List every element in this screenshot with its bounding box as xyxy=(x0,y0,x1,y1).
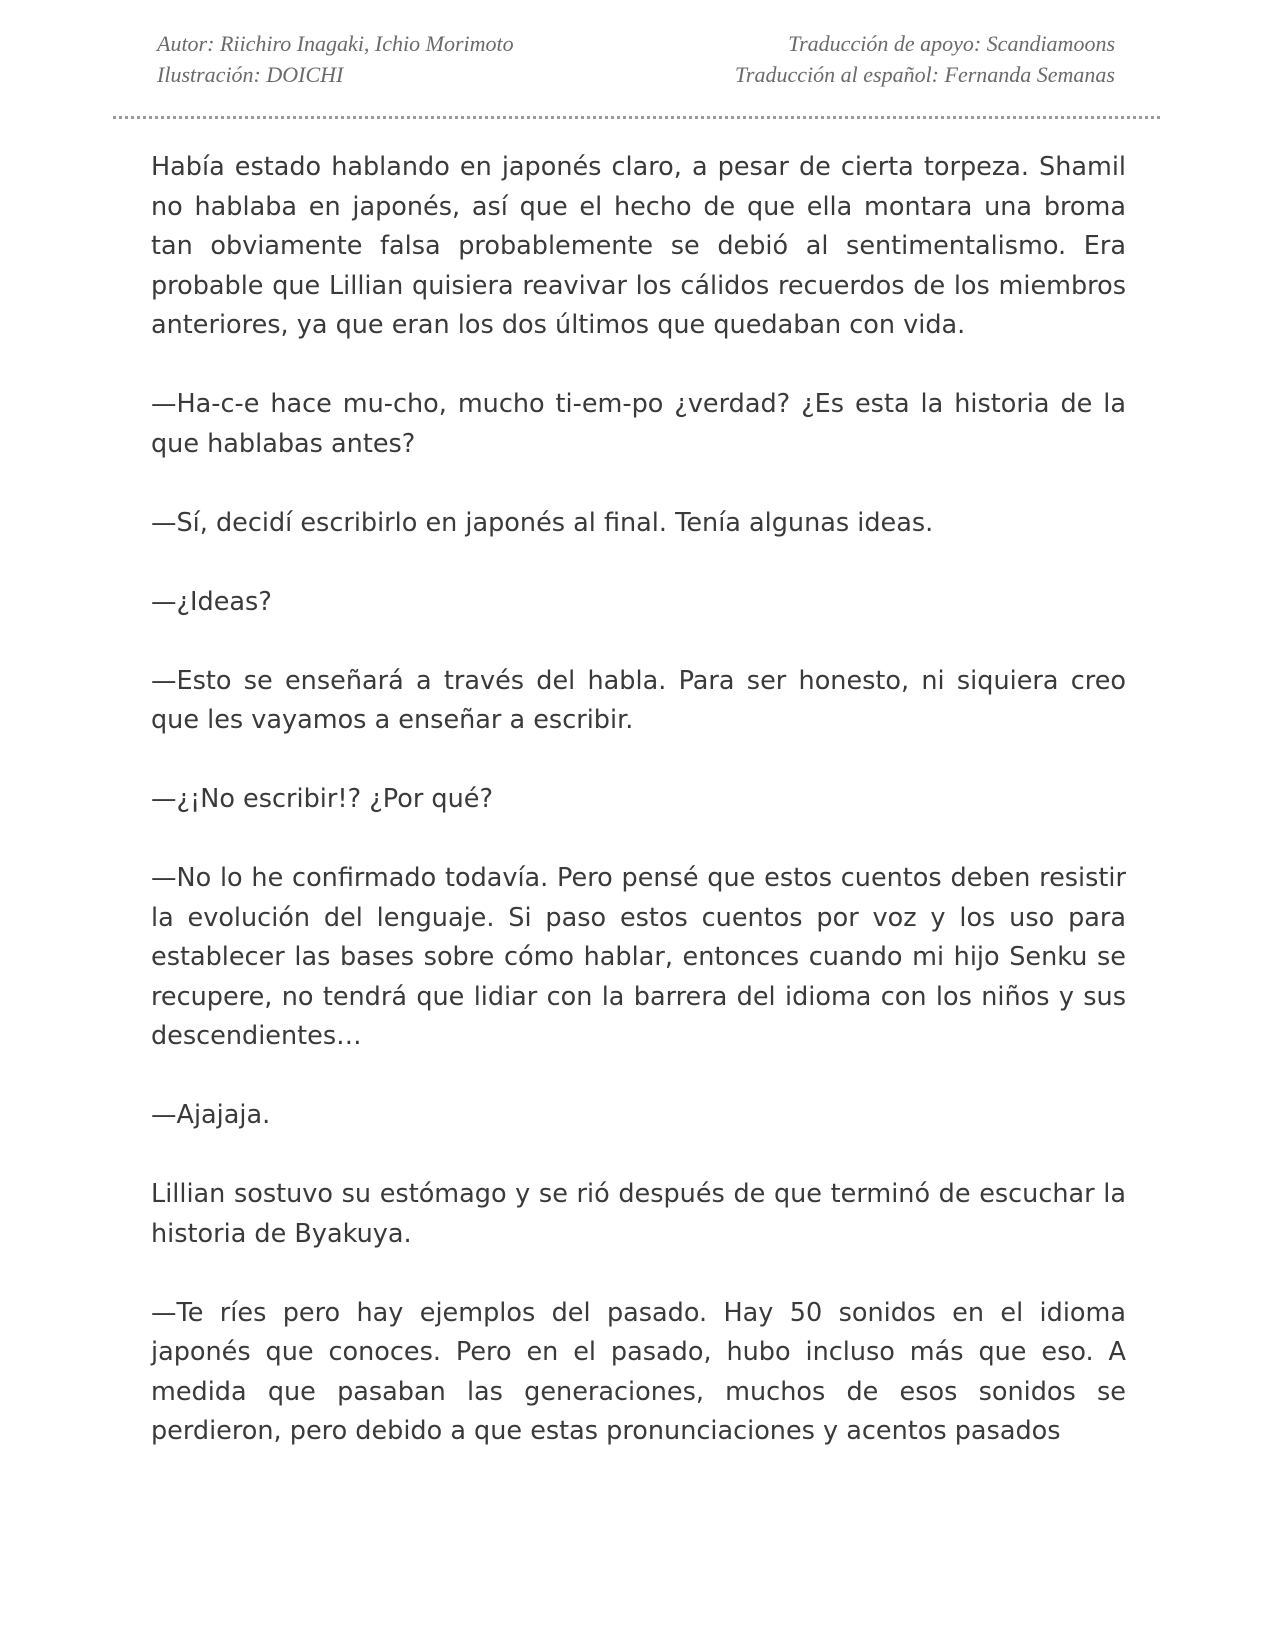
paragraph: —¿¡No escribir!? ¿Por qué? xyxy=(151,784,493,814)
paragraph: —Ajajaja. xyxy=(151,1100,271,1130)
paragraph: —Sí, decidí escribirlo en japonés al final. Tenía algunas ideas. xyxy=(151,507,934,538)
credits-left xyxy=(157,28,514,90)
paragraph: —No lo he confirmado todavía. Pero pensé que estos cuentos deben resistir la evolución del lenguaje. Si paso estos cuentos por voz y los uso para establecer las bases sobre cómo hablar, entonces cuando mi hijo Senku se recupere, no tendrá que lidiar con la barrera del idioma con los niños y sus descendientes… xyxy=(151,863,1126,1051)
paragraph: Lillian sostuvo su estómago y se rió después de que terminó de escuchar la historia de Byakuya. xyxy=(151,1179,1126,1249)
paragraph: —Ha-c-e hace mu-cho, mucho ti-em-po ¿verdad? ¿Es esta la historia de la que hablabas antes? xyxy=(151,389,1126,459)
author-credit: Autor: Riichiro Inagaki, Ichio Morimoto xyxy=(157,31,514,56)
paragraph: —¿Ideas? xyxy=(151,586,272,617)
illustration-credit: Ilustración: DOICHI xyxy=(157,62,344,87)
support-translation-credit: Traducción de apoyo: Scandiamoons xyxy=(788,31,1115,56)
dotted-divider xyxy=(113,116,1160,119)
credits-right xyxy=(735,28,1115,90)
story-text xyxy=(151,148,1126,1452)
paragraph: Había estado hablando en japonés claro, a pesar de cierta torpeza. Shamil no hablaba en japonés, así que el hecho de que ella montara una broma tan obviamente falsa probablemente se debió al sentimentalismo. Era probable que Lillian quisiera reavivar los cálidos recuerdos de los miembros anteriores, ya que eran los dos últimos que quedaban con vida. xyxy=(151,152,1126,340)
page-header xyxy=(157,28,1115,98)
spanish-translation-credit: Traducción al español: Fernanda Semanas xyxy=(734,62,1115,87)
paragraph: —Te ríes pero hay ejemplos del pasado. Hay 50 sonidos en el idioma japonés que conoces. Pero en el pasado, hubo incluso más que eso. A medida que pasaban las generaciones, muchos de esos sonidos se perdieron, pero debido a que estas pronunciaciones y acentos pasados xyxy=(151,1297,1126,1446)
paragraph: —Esto se enseñará a través del habla. Para ser honesto, ni siquiera creo que les vayamos a enseñar a escribir. xyxy=(151,665,1126,735)
